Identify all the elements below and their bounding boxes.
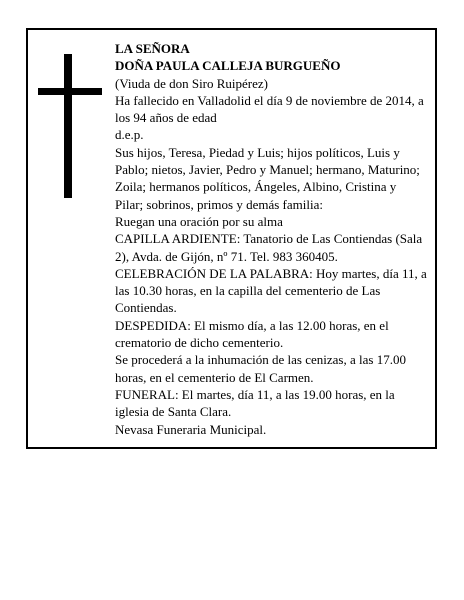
- interment-info: Se procederá a la inhumación de las cenizas, a las 17.00 horas, en el cementerio de El Carmen.: [115, 352, 406, 385]
- widow-line: (Viuda de don Siro Ruipérez): [115, 75, 269, 91]
- chapel-info: CAPILLA ARDIENTE: Tanatorio de Las Contiendas (Sala 2), Avda. de Gijón, nº 71. Tel. 983 360405.: [115, 231, 423, 264]
- death-announcement: Ha fallecido en Valladolid el día 9 de noviembre de 2014, a los 94 años de edad: [115, 92, 424, 126]
- cross-vertical-bar: [64, 54, 72, 198]
- deceased-name: DOÑA PAULA CALLEJA BURGUEÑO: [115, 58, 341, 74]
- farewell-info: DESPEDIDA: El mismo día, a las 12.00 horas, en el crematorio de dicho cementerio.: [115, 317, 389, 351]
- obituary-notice: [26, 28, 437, 449]
- cross-horizontal-bar: [38, 88, 102, 95]
- cross-icon: [38, 54, 102, 198]
- funeral-home: Nevasa Funeraria Municipal.: [115, 421, 267, 437]
- rip-line: d.e.p.: [115, 127, 144, 143]
- funeral-info: FUNERAL: El martes, día 11, a las 19.00 horas, en la iglesia de Santa Clara.: [115, 386, 395, 420]
- family-list: Sus hijos, Teresa, Piedad y Luis; hijos políticos, Luis y Pablo; nietos, Javier, Pedro y Manuel; hermano, Maturino; Zoila; hermanos políticos, Ángeles, Albino, Cristina y Pilar; sobrinos, primos y demás familia:: [115, 144, 420, 212]
- prayer-request: Ruegan una oración por su alma: [115, 213, 283, 229]
- celebration-info: CELEBRACIÓN DE LA PALABRA: Hoy martes, día 11, a las 10.30 horas, en la capilla del cementerio de Las Contiendas.: [115, 265, 427, 316]
- notice-text: [115, 40, 427, 438]
- notice-heading: LA SEÑORA: [115, 41, 190, 56]
